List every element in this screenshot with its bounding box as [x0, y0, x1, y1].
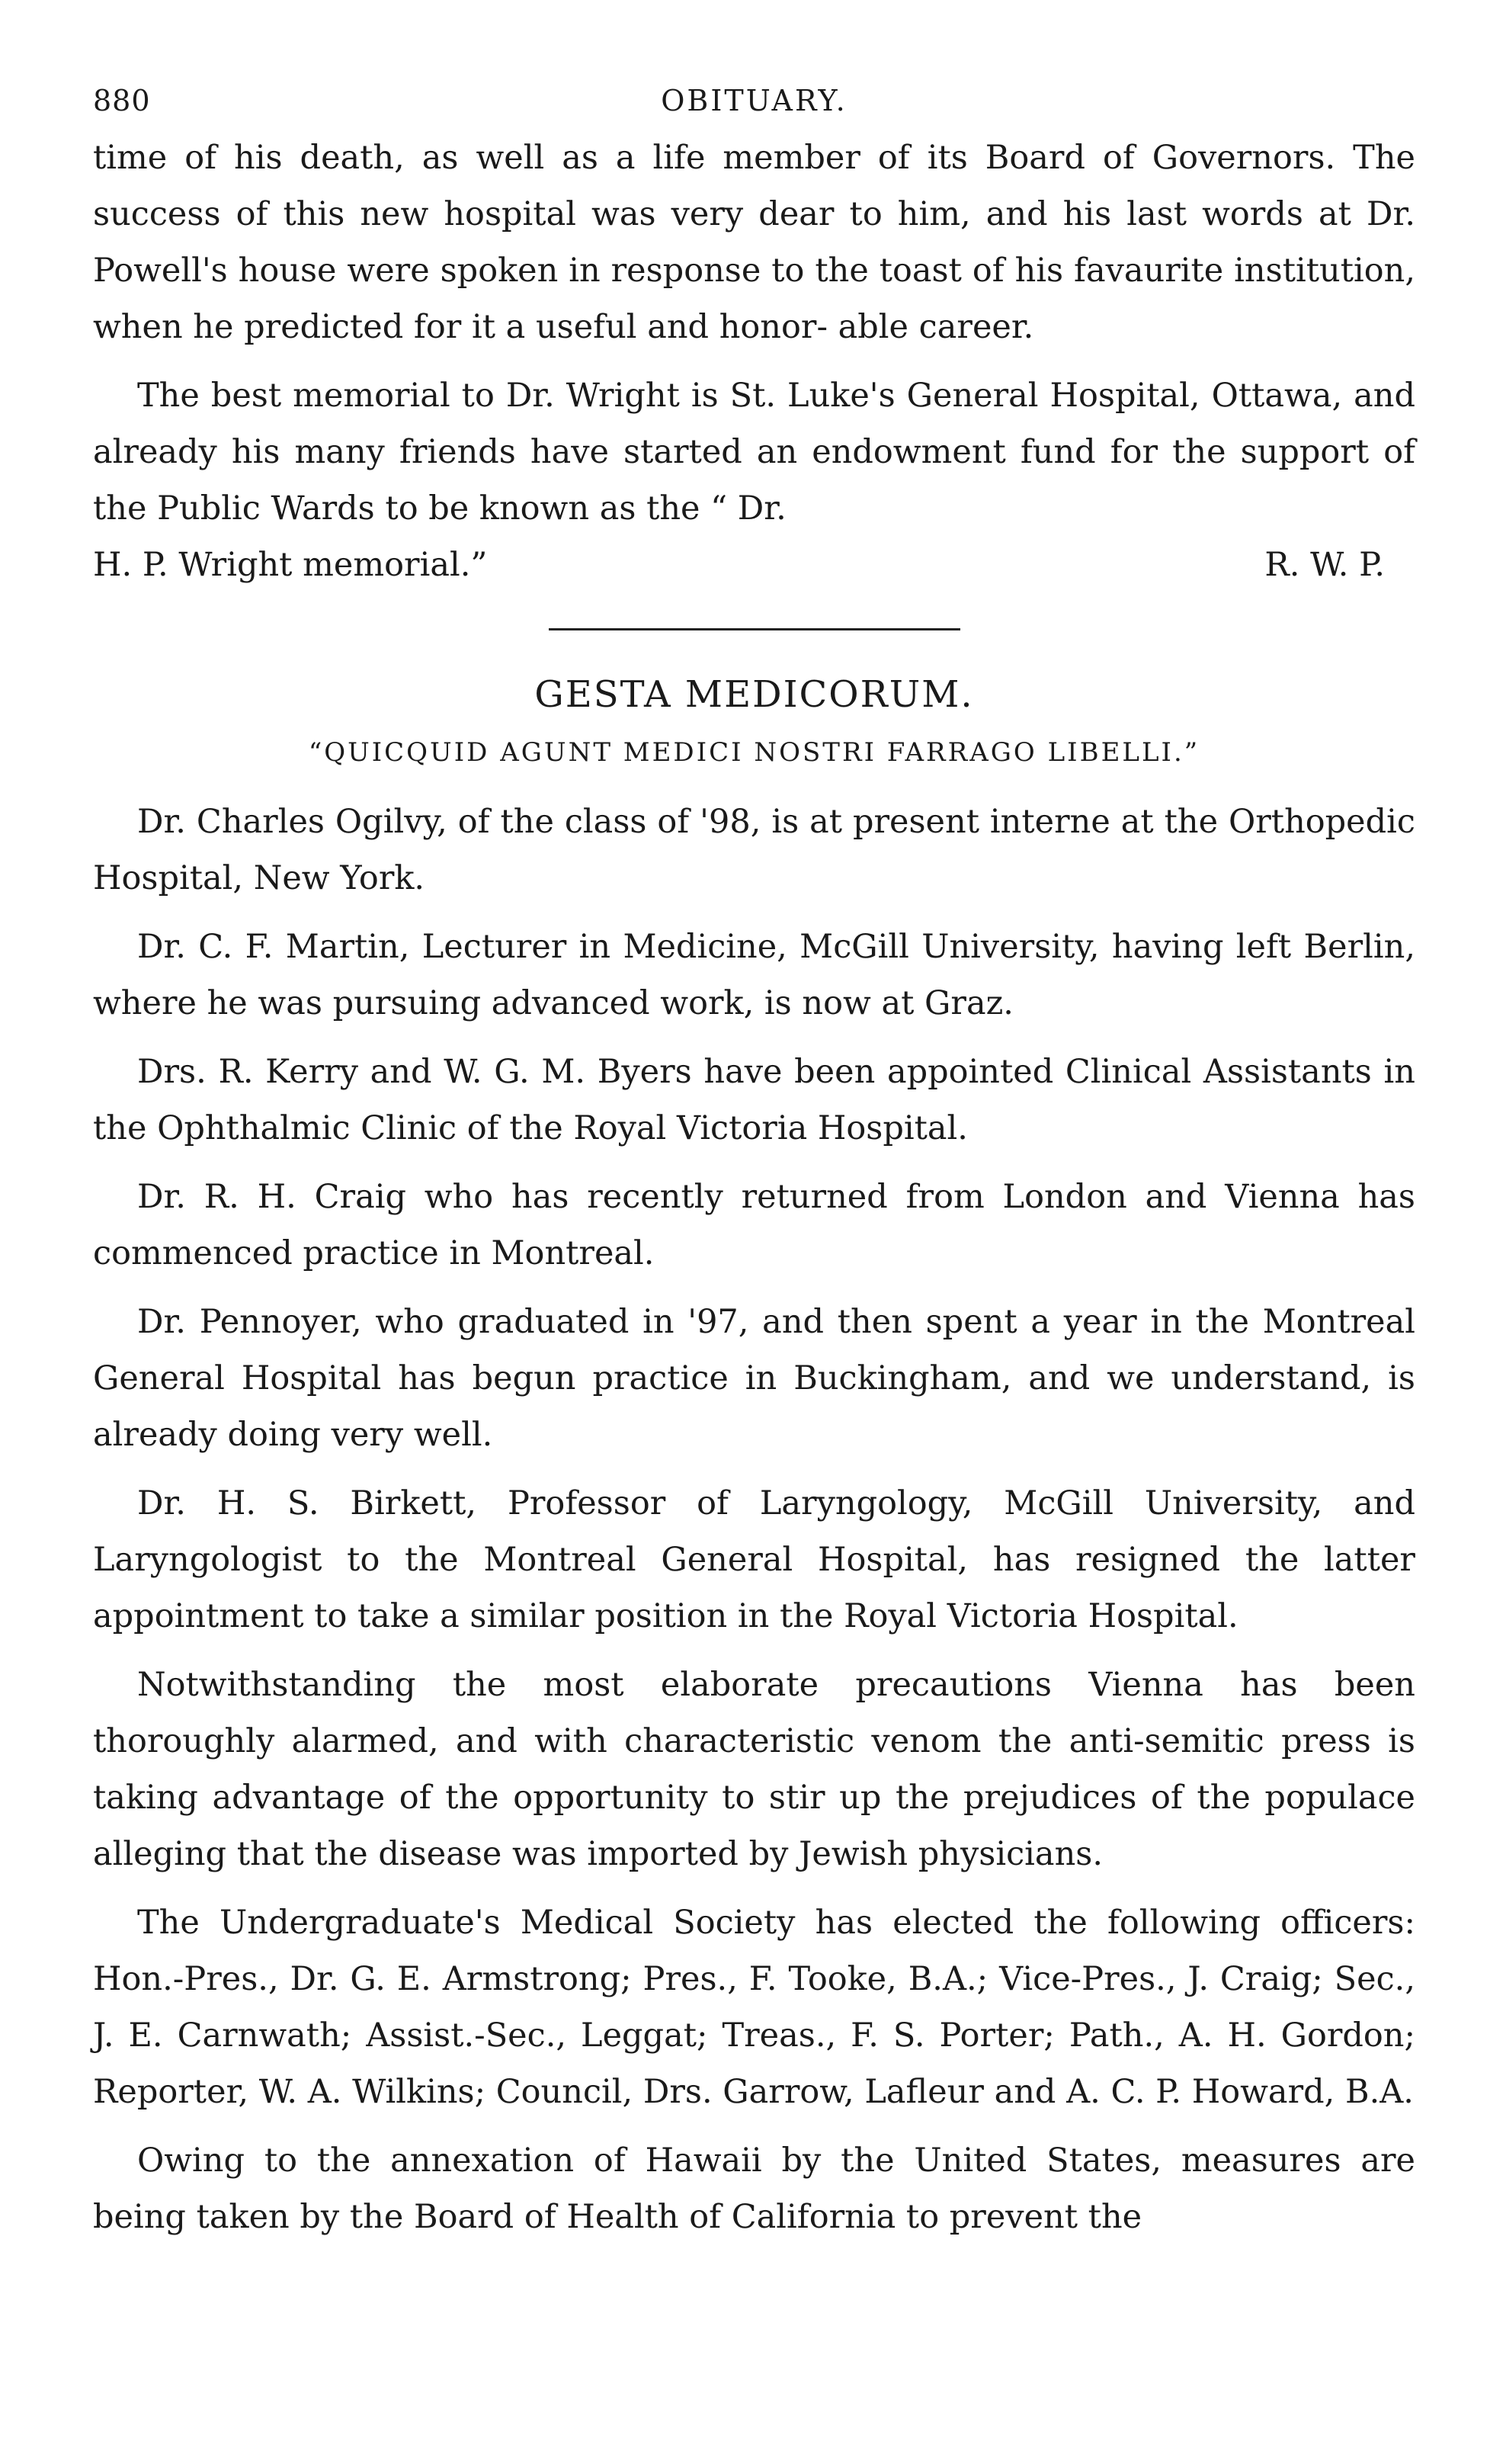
news-paragraph: Dr. Pennoyer, who graduated in '97, and then spent a year in the Montreal General Hospital has begun practice in Buckingham, and we understand, is already doing very well.: [93, 1303, 1415, 1454]
news-paragraph: Drs. R. Kerry and W. G. M. Byers have been appointed Clinical Assistants in the Ophthalmic Clinic of the Royal Victoria Hospital.: [93, 1053, 1415, 1147]
news-paragraph: Owing to the annexation of Hawaii by the United States, measures are being taken by the Board of Health of California to prevent the: [93, 2142, 1415, 2236]
running-title: OBITUARY.: [661, 84, 848, 117]
news-paragraph: Notwithstanding the most elaborate precautions Vienna has been thoroughly alarmed, and with characteristic venom the anti-semitic press is taking advantage of the opportunity to stir up the prejudices of the populace alleging that the disease was imported by Jewish physicians.: [93, 1666, 1415, 1873]
running-header: [93, 76, 1415, 130]
section-epigraph: “QUICQUID AGUNT MEDICI NOSTRI FARRAGO LIBELLI.”: [308, 737, 1200, 768]
author-signature: R. W. P.: [1264, 546, 1385, 584]
news-paragraph: Dr. Charles Ogilvy, of the class of '98, is at present interne at the Orthopedic Hospital, New York.: [93, 803, 1415, 897]
obituary-last-line: H. P. Wright memorial.”: [93, 546, 488, 584]
document-page: [93, 76, 1415, 2257]
obituary-paragraph: time of his death, as well as a life member of its Board of Governors. The success of this new hospital was very dear to him, and his last words at Dr. Powell's house were spoken in response to the toast of his favaurite institution, when he predicted for it a useful and honor- able career.: [93, 139, 1415, 346]
news-items: [93, 794, 1415, 2245]
obituary-signoff: [93, 537, 1415, 593]
section-divider: [549, 628, 960, 630]
obituary-section: [93, 130, 1415, 593]
news-paragraph: Dr. R. H. Craig who has recently returned from London and Vienna has commenced practice in Montreal.: [93, 1178, 1415, 1272]
news-paragraph: Dr. H. S. Birkett, Professor of Laryngology, McGill University, and Laryngologist to the Montreal General Hospital, has resigned the latter appointment to take a similar position in the Royal Victoria Hospital.: [93, 1484, 1415, 1635]
obituary-paragraph: The best memorial to Dr. Wright is St. Luke's General Hospital, Ottawa, and already his many friends have started an endowment fund for the support of the Public Wards to be known as the “ Dr.: [93, 377, 1415, 528]
news-paragraph: Dr. C. F. Martin, Lecturer in Medicine, McGill University, having left Berlin, where he was pursuing advanced work, is now at Graz.: [93, 928, 1415, 1022]
section-title: GESTA MEDICORUM.: [534, 673, 974, 716]
page-number: 880: [93, 84, 151, 117]
news-paragraph: The Undergraduate's Medical Society has elected the following officers: Hon.-Pres., Dr. G. E. Armstrong; Pres., F. Tooke, B.A.; Vice-Pres., J. Craig; Sec., J. E. Carnwath; Assist.-Sec., Leggat; Treas., F. S. Porter; Path., A. H. Gordon; Reporter, W. A. Wilkins; Council, Drs. Garrow, Lafleur and A. C. P. Howard, B.A.: [93, 1904, 1415, 2111]
